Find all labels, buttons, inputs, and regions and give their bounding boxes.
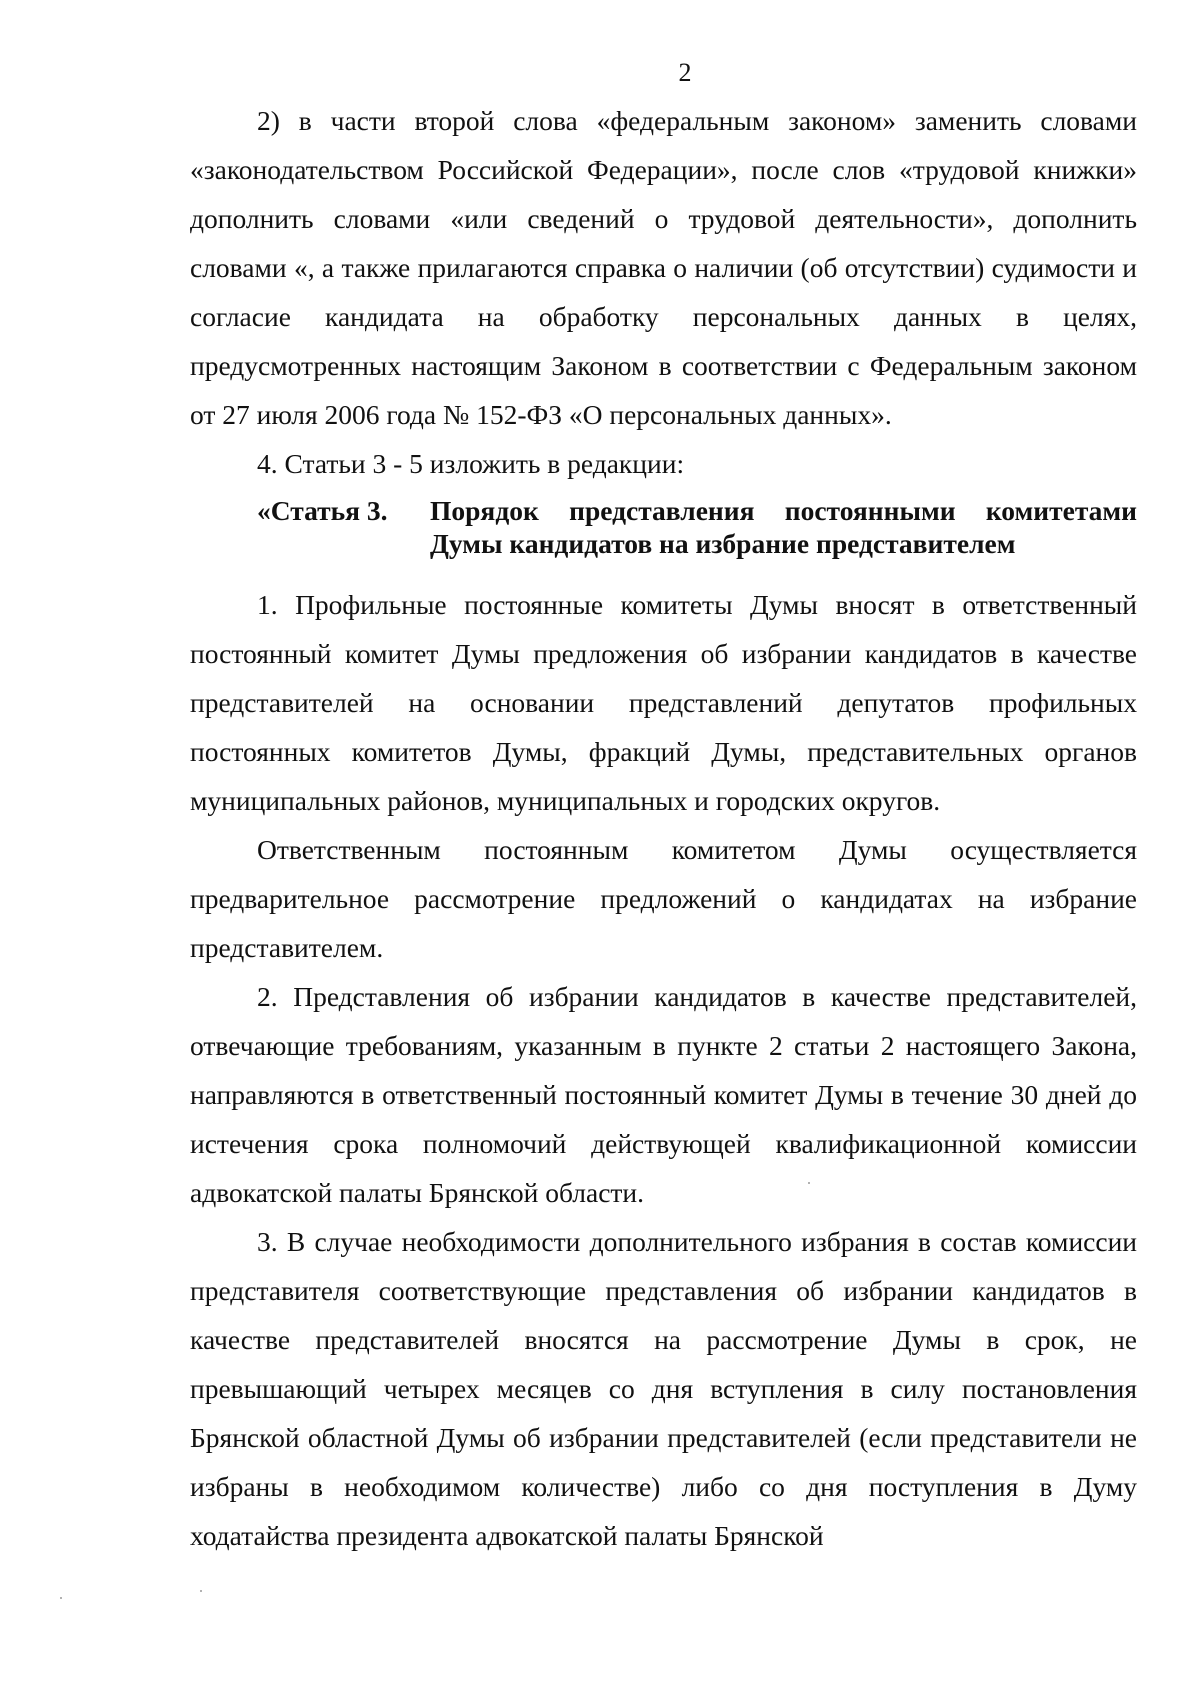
paragraph-clause-1-continued: Ответственным постоянным комитетом Думы осуществляется предварительное рассмотрение предложений о кандидатах на избрание представителем. — [190, 834, 1137, 963]
scan-speck — [200, 1590, 202, 1592]
article-title-line-1: Порядок представления постоянными комитетами — [430, 495, 1137, 526]
article-title-line-2: Думы кандидатов на избрание представителем — [430, 528, 1016, 559]
page-number: 2 — [678, 58, 692, 87]
paragraph-clause-3: 3. В случае необходимости дополнительного избрания в состав комиссии представителя соответствующие представления об избрании кандидатов в качестве представителей вносятся на рассмотрение Думы в срок, не превышающий четырех месяцев со дня вступления в силу постановления Брянской областной Думы об избрании представителей (если представители не избраны в необходимом количестве) либо со дня поступления в Думу ходатайства президента адвокатской палаты Брянской — [190, 1226, 1137, 1551]
scan-speck — [60, 1597, 62, 1599]
article-body — [190, 580, 1137, 1560]
paragraph-amendment-2: 2) в части второй слова «федеральным законом» заменить словами «законодательством Российской Федерации», после слов «трудовой книжки» дополнить словами «или сведений о трудовой деятельности», дополнить словами «, а также прилагаются справка о наличии (об отсутствии) судимости и согласие кандидата на обработку персональных данных в целях, предусмотренных настоящим Законом в соответствии с Федеральным законом от 27 июля 2006 года № 152-ФЗ «О персональных данных». — [190, 105, 1137, 430]
amendment-text-block — [190, 96, 1137, 488]
article-number: «Статья 3. — [257, 495, 388, 526]
paragraph-clause-2: 2. Представления об избрании кандидатов в качестве представителей, отвечающие требованиям, указанным в пункте 2 статьи 2 настоящего Закона, направляются в ответственный постоянный комитет Думы в течение 30 дней до истечения срока полномочий действующей квалификационной комиссии адвокатской палаты Брянской области. — [190, 981, 1137, 1208]
article-title — [430, 494, 1137, 560]
scan-speck — [808, 1182, 810, 1184]
paragraph-clause-1: 1. Профильные постоянные комитеты Думы вносят в ответственный постоянный комитет Думы предложения об избрании кандидатов в качестве представителей на основании представлений депутатов профильных постоянных комитетов Думы, фракций Думы, представительных органов муниципальных районов, муниципальных и городских округов. — [190, 589, 1137, 816]
paragraph-item-4: 4. Статьи 3 - 5 изложить в редакции: — [257, 448, 685, 479]
